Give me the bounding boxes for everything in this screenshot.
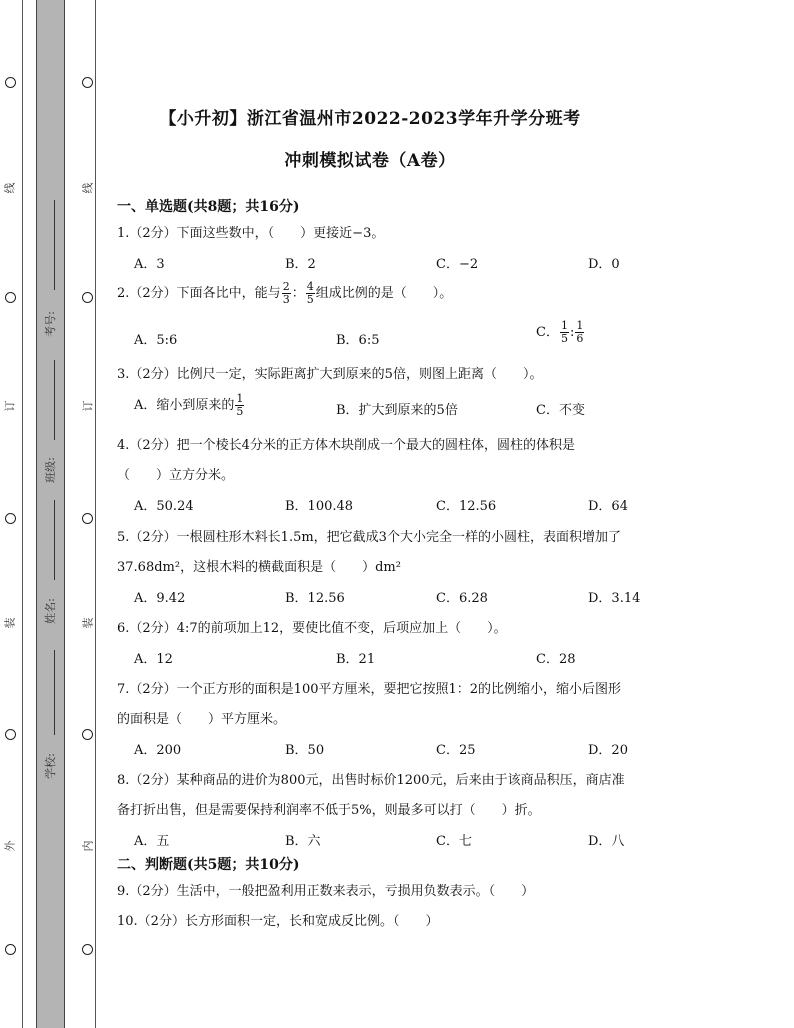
option-c: C．七 [436,834,472,849]
question-3: 3.（2分）比例尺一定，实际距离扩大到原来的5倍，则图上距离（ ）。 [117,367,543,382]
option-c: C．6.28 [436,591,488,606]
option-a: A．5:6 [134,333,178,348]
option-d: D．20 [588,743,628,758]
option-c: C．12.56 [436,499,497,514]
punch-hole [82,513,93,524]
question-1: 1.（2分）下面这些数中，（ ）更接近−3。 [117,226,385,241]
option-b: B．2 [285,257,316,272]
punch-hole [82,944,93,955]
page-title: 【小升初】浙江省温州市2022-2023学年升学分班考 [159,109,581,129]
question-2: 2.（2分）下面各比中，能与 $\frac{2}{3}$ ： $\frac{4}{5}$ 组成比例的是（ ）。 [117,280,453,306]
question-7: 7.（2分）一个正方形的面积是100平方厘米，要把它按照1：2的比例缩小，缩小后图形 [117,682,622,697]
question-8: 8.（2分）某种商品的进价为800元，出售时标价1200元，后来由于该商品积压，商店准 [117,773,625,788]
punch-hole [82,77,93,88]
question-5-cont: 37.68dm²，这根木料的横截面积是（ ）dm² [117,560,401,575]
field-line [54,650,55,735]
page-subtitle: 冲刺模拟试卷（A卷） [284,151,456,171]
option-a: A．3 [134,257,165,272]
question-2-text: 2.（2分）下面各比中，能与 [117,286,281,301]
question-5: 5.（2分）一根圆柱形木料长1.5m，把它截成3个大小完全一样的小圆柱，表面积增加了 [117,530,621,545]
option-b: B．50 [285,743,325,758]
margin-label-inner: 线 [81,182,95,194]
margin-label-outer: 订 [3,400,17,412]
punch-hole [5,292,16,303]
punch-hole [82,729,93,740]
field-line [54,360,55,440]
field-label-school: 学校: [43,753,57,779]
punch-hole [5,513,16,524]
question-10: 10.（2分）长方形面积一定，长和宽成反比例。（ ） [117,914,439,929]
option-a: A．12 [134,652,173,667]
option-d: D．0 [588,257,620,272]
margin-gray-band [36,0,65,1028]
option-c: C．25 [436,743,476,758]
option-b: B．6:5 [336,333,380,348]
question-8-cont: 备打折出售，但是需要保持利润率不低于5%，则最多可以打（ ）折。 [117,803,541,818]
option-b: B．六 [285,834,321,849]
punch-hole [5,77,16,88]
option-c: C．−2 [436,257,479,272]
option-a: A．50.24 [134,499,194,514]
section-heading-single-choice: 一、单选题(共8题；共16分) [117,199,300,215]
option-c: C．28 [536,652,576,667]
option-b: B．100.48 [285,499,354,514]
option-b: B．21 [336,652,376,667]
margin-outer-line [22,0,23,1028]
field-line [54,500,55,580]
option-a: A．缩小到原来的 $\frac{1}{5}$ [134,392,244,418]
option-d: D．64 [588,499,628,514]
punch-hole [5,944,16,955]
question-9: 9.（2分）生活中，一般把盈利用正数来表示，亏损用负数表示。（ ） [117,884,535,899]
option-d: D．八 [588,834,625,849]
section-heading-true-false: 二、判断题(共5题；共10分) [117,857,300,873]
option-b: B．扩大到原来的5倍 [336,403,458,418]
punch-hole [82,292,93,303]
margin-label-outer: 线 [3,182,17,194]
option-c: C． $\frac{1}{5}$ : $\frac{1}{6}$ [536,319,584,345]
question-4-cont: （ ）立方分米。 [117,468,235,483]
question-6: 6.（2分）4:7的前项加上12，要使比值不变，后项应加上（ ）。 [117,621,507,636]
field-label-exam-number: 考号: [43,311,57,337]
margin-inner-line [95,0,96,1028]
question-7-cont: 的面积是（ ）平方厘米。 [117,712,287,727]
field-label-class: 班级: [43,457,57,483]
option-a: A．五 [134,834,170,849]
margin-label-inner: 订 [81,400,95,412]
margin-label-inner: 内 [81,840,95,852]
margin-label-outer: 装 [3,617,17,629]
question-2-text-end: 组成比例的是（ ）。 [315,286,453,301]
option-a: A．9.42 [134,591,186,606]
field-line [54,200,55,290]
fraction: $\frac{4}{5}$ [306,280,314,306]
option-c: C．不变 [536,403,585,418]
option-b: B．12.56 [285,591,345,606]
option-a: A．200 [134,743,182,758]
field-label-name: 姓名: [43,598,57,624]
punch-hole [5,729,16,740]
margin-label-outer: 外 [3,840,17,852]
question-4: 4.（2分）把一个棱长4分米的正方体木块削成一个最大的圆柱体，圆柱的体积是 [117,438,575,453]
option-d: D．3.14 [588,591,641,606]
fraction: $\frac{2}{3}$ [282,280,290,306]
margin-label-inner: 装 [81,617,95,629]
